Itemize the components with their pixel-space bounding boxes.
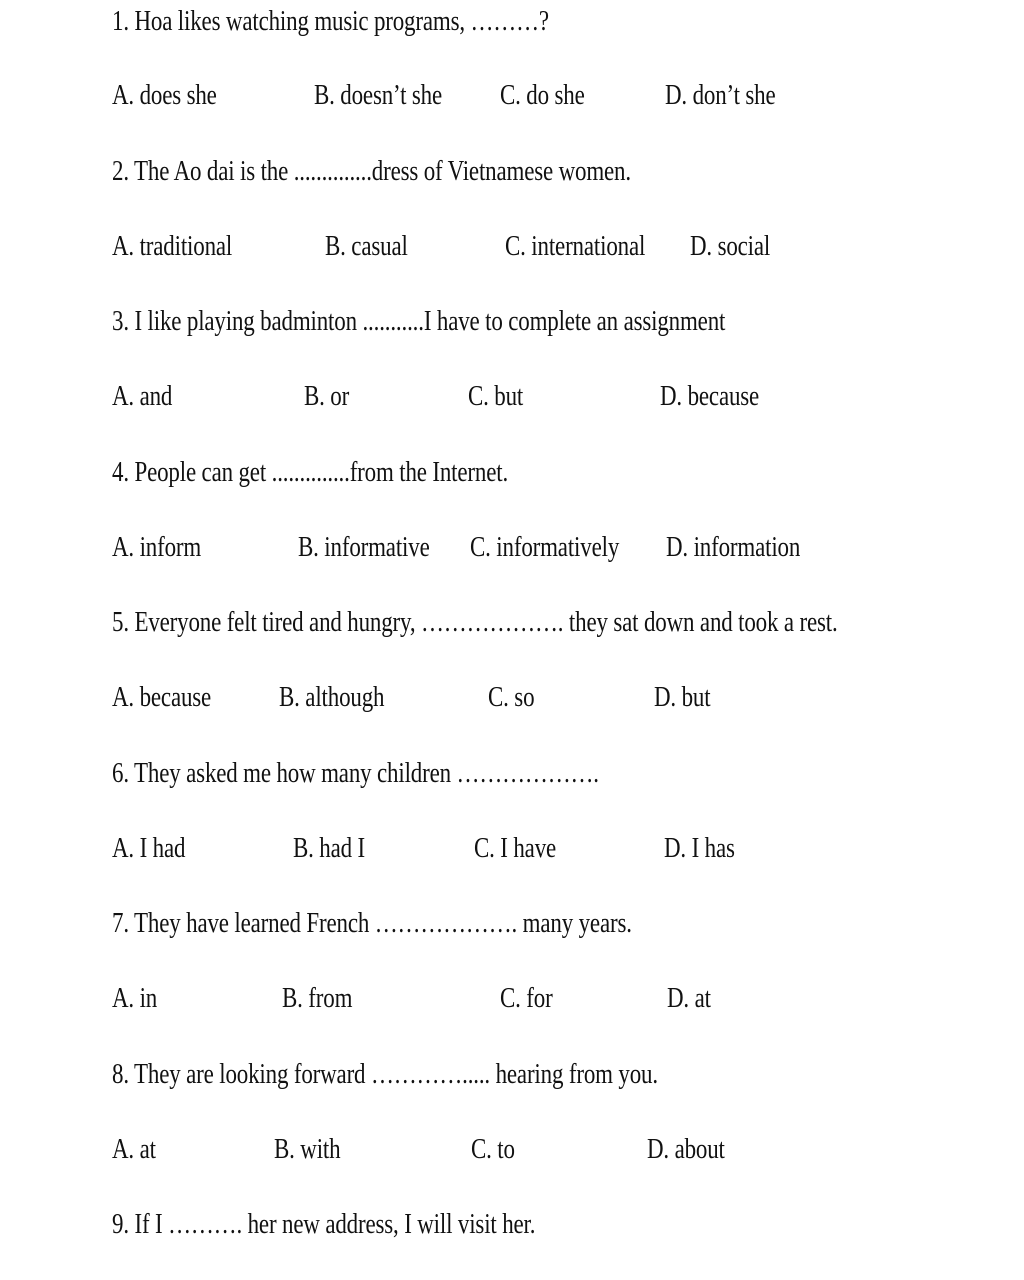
question-5-option-b: B. although: [279, 682, 385, 713]
question-6-text: 6. They asked me how many children ……………….: [112, 758, 599, 789]
question-7-option-d: D. at: [667, 983, 711, 1014]
question-8-option-c: C. to: [471, 1134, 515, 1165]
question-6-option-c: C. I have: [474, 833, 557, 864]
question-3-text: 3. I like playing badminton ...........I have to complete an assignment: [112, 306, 726, 337]
question-6-option-d: D. I has: [664, 833, 735, 864]
question-2-text: 2. The Ao dai is the ..............dress of Vietnamese women.: [112, 156, 631, 187]
question-5-text: 5. Everyone felt tired and hungry, ………………. they sat down and took a rest.: [112, 607, 838, 638]
question-4-text: 4. People can get ..............from the Internet.: [112, 457, 509, 488]
question-2-option-d: D. social: [690, 231, 771, 262]
question-8-text: 8. They are looking forward …………..... hearing from you.: [112, 1059, 658, 1090]
question-3-option-b: B. or: [304, 381, 350, 412]
question-3-option-d: D. because: [660, 381, 760, 412]
question-2-option-b: B. casual: [325, 231, 408, 262]
question-1-option-a: A. does she: [112, 80, 217, 111]
question-7-option-a: A. in: [112, 983, 158, 1014]
question-8-option-d: D. about: [647, 1134, 725, 1165]
question-7-option-c: C. for: [500, 983, 553, 1014]
question-4-option-c: C. informatively: [470, 532, 620, 563]
question-8-option-b: B. with: [274, 1134, 341, 1165]
question-2-option-a: A. traditional: [112, 231, 233, 262]
question-8-option-a: A. at: [112, 1134, 156, 1165]
question-4-option-a: A. inform: [112, 532, 202, 563]
question-7-text: 7. They have learned French ………………. many years.: [112, 908, 632, 939]
question-5-option-c: C. so: [488, 682, 535, 713]
question-4-option-d: D. information: [666, 532, 801, 563]
question-1-option-b: B. doesn’t she: [314, 80, 443, 111]
question-6-option-a: A. I had: [112, 833, 186, 864]
question-5-option-a: A. because: [112, 682, 212, 713]
question-4-option-b: B. informative: [298, 532, 430, 563]
question-1-option-d: D. don’t she: [665, 80, 776, 111]
question-7-option-b: B. from: [282, 983, 353, 1014]
question-6-option-b: B. had I: [293, 833, 366, 864]
question-1-text: 1. Hoa likes watching music programs, ………?: [112, 6, 549, 37]
question-1-option-c: C. do she: [500, 80, 585, 111]
question-3-option-c: C. but: [468, 381, 524, 412]
question-9-text: 9. If I ………. her new address, I will visit her.: [112, 1209, 536, 1240]
question-5-option-d: D. but: [654, 682, 711, 713]
question-3-option-a: A. and: [112, 381, 173, 412]
question-2-option-c: C. international: [505, 231, 646, 262]
